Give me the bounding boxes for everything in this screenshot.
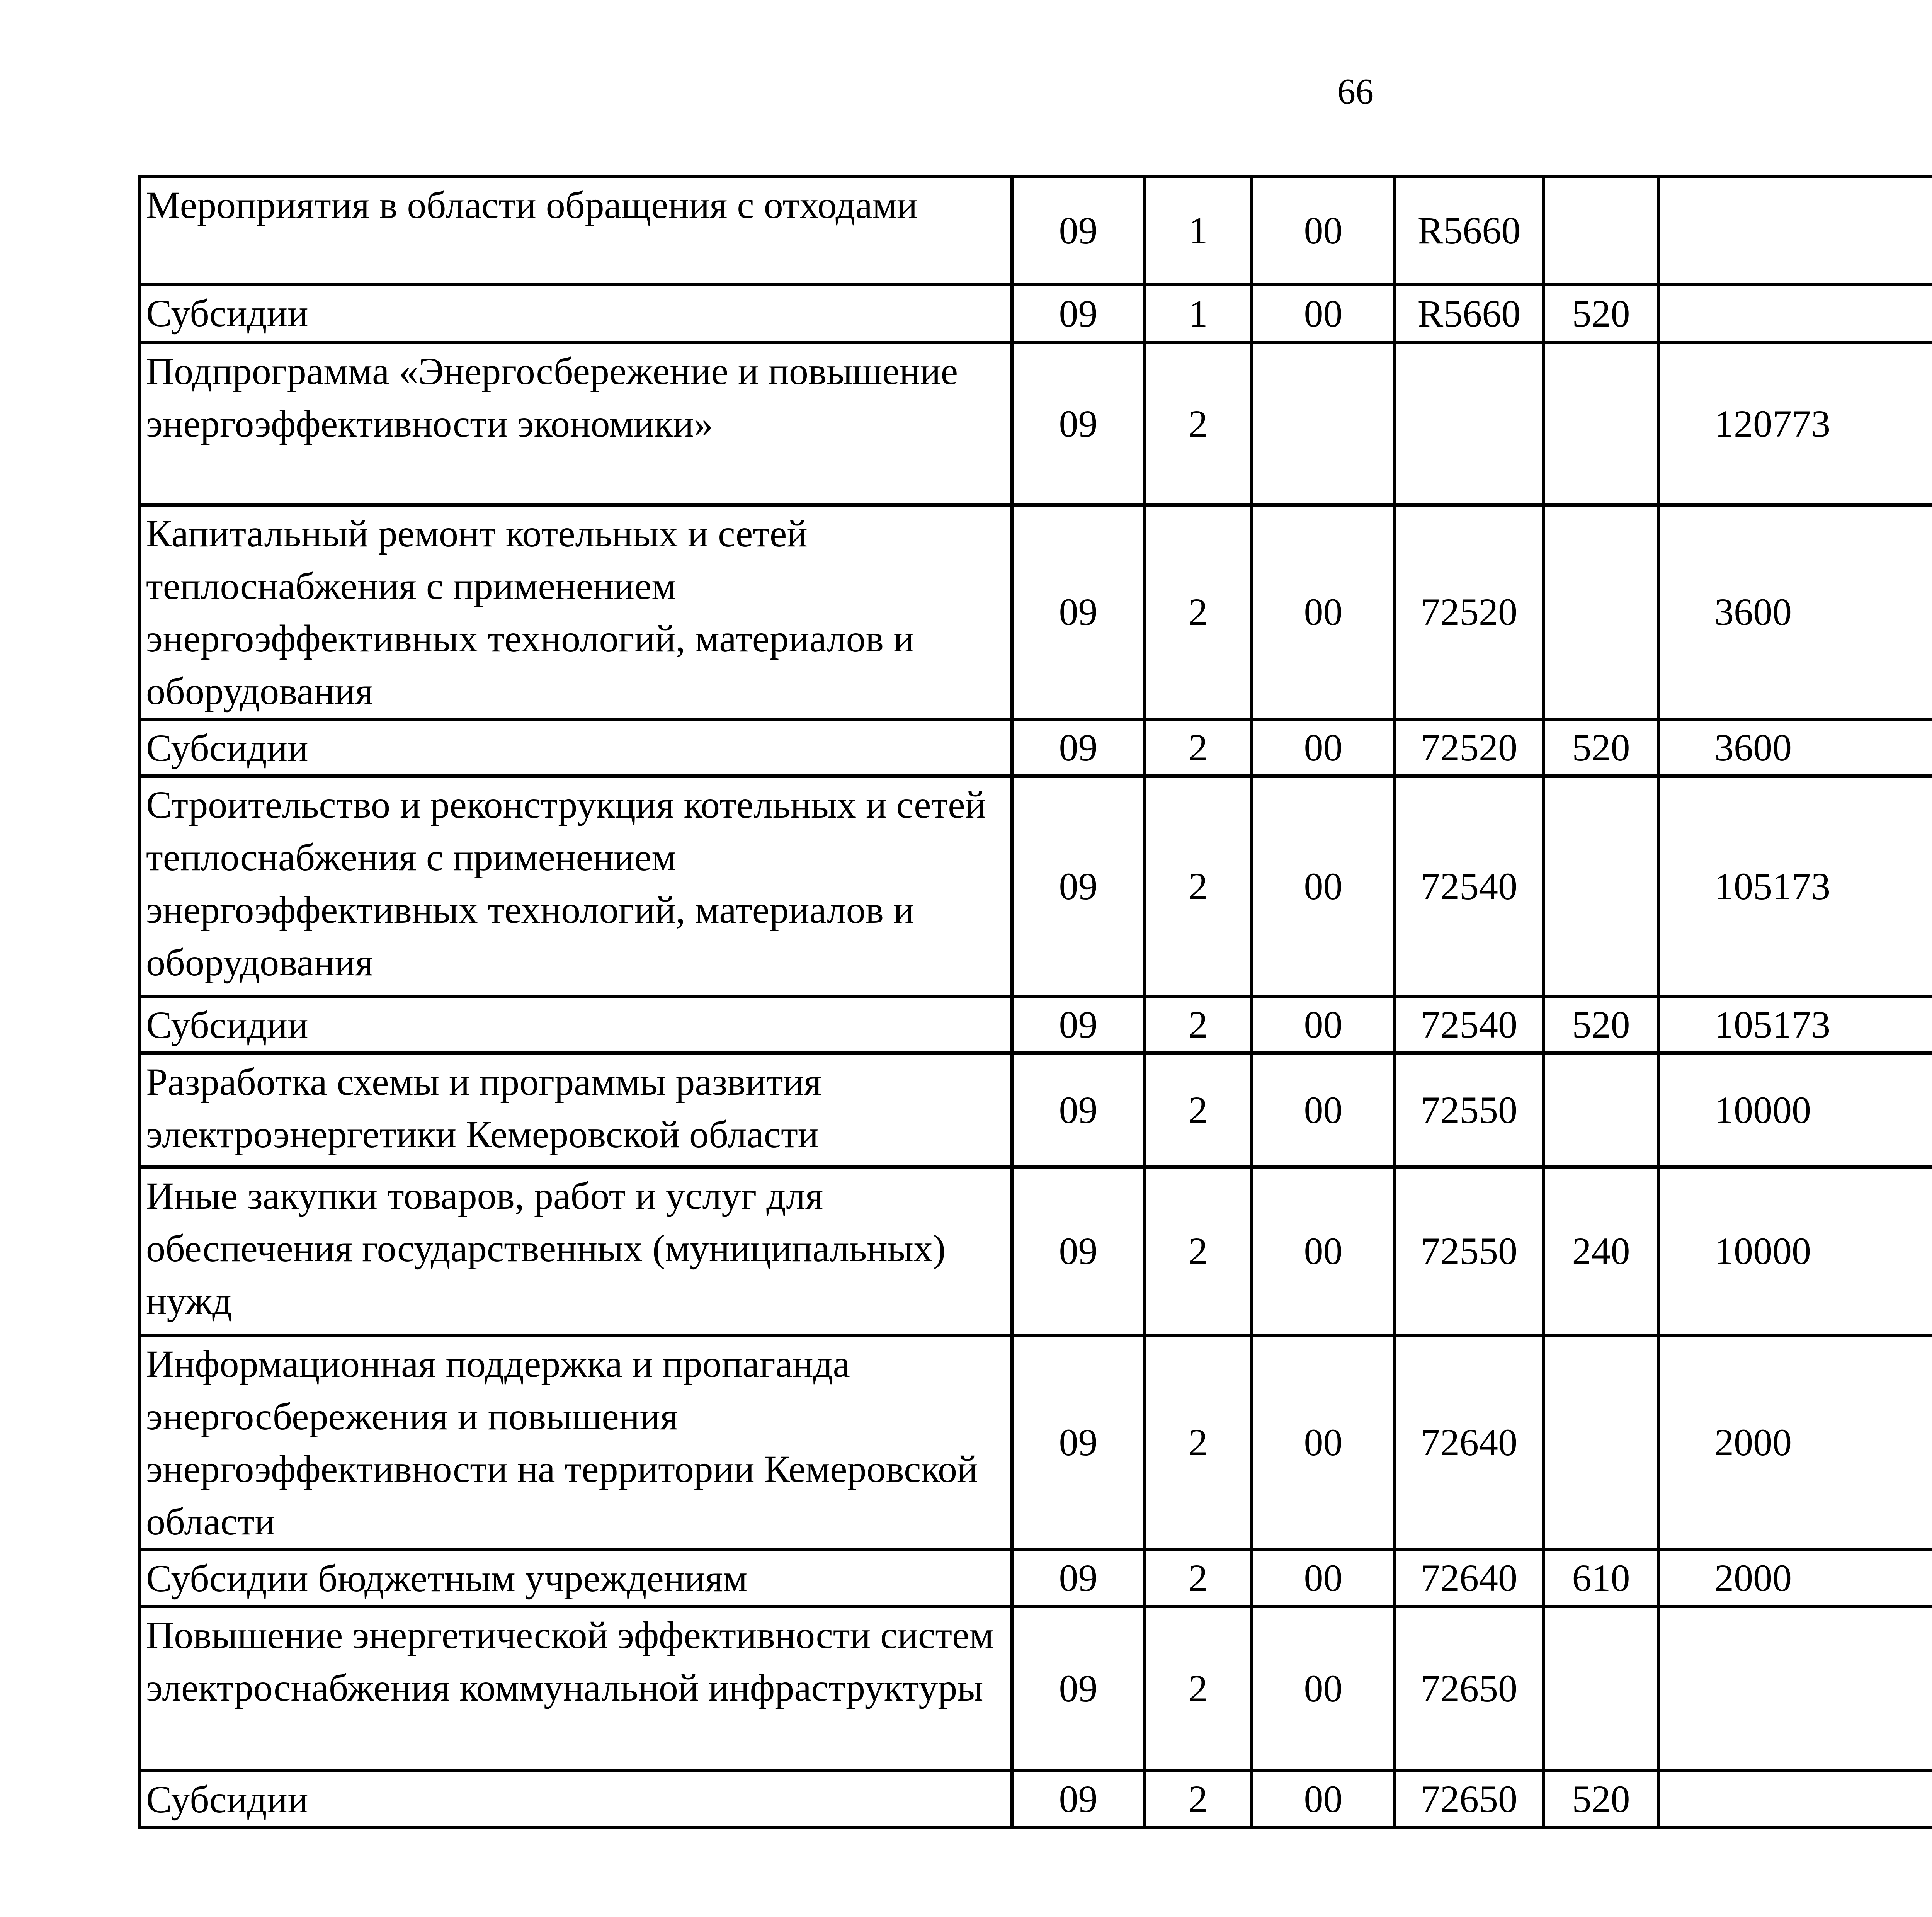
expense-type-code: 520 (1544, 997, 1659, 1053)
group-code: 00 (1252, 1053, 1395, 1167)
expense-type-code (1544, 1335, 1659, 1550)
row-name: Иные закупки товаров, работ и услуг для обеспечения государственных (муниципальных) нужд (140, 1167, 1012, 1335)
direction-code: 72640 (1395, 1550, 1544, 1607)
section-code: 09 (1012, 505, 1145, 720)
expense-type-code (1544, 776, 1659, 997)
table-row (140, 1335, 1932, 1550)
table-row (140, 285, 1932, 343)
expense-type-code (1544, 1607, 1659, 1771)
direction-code: 72550 (1395, 1167, 1544, 1335)
row-name: Разработка схемы и программы развития электроэнергетики Кемеровской области (140, 1053, 1012, 1167)
section-code: 09 (1012, 1771, 1145, 1828)
budget-table (138, 175, 1932, 1829)
section-code: 09 (1012, 997, 1145, 1053)
amount-1 (1659, 177, 1932, 285)
subprogram-code: 2 (1145, 1607, 1252, 1771)
row-name: Подпрограмма «Энергосбережение и повышение энергоэффективности экономики» (140, 343, 1012, 505)
amount-1: 2000 (1659, 1335, 1932, 1550)
expense-type-code: 520 (1544, 285, 1659, 343)
subprogram-code: 2 (1145, 1053, 1252, 1167)
table-row (140, 776, 1932, 997)
group-code: 00 (1252, 177, 1395, 285)
group-code: 00 (1252, 997, 1395, 1053)
amount-1 (1659, 1771, 1932, 1828)
table-row (140, 1771, 1932, 1828)
amount-1: 105173 (1659, 776, 1932, 997)
table-row (140, 1053, 1932, 1167)
expense-type-code: 610 (1544, 1550, 1659, 1607)
direction-code: 72520 (1395, 720, 1544, 776)
group-code (1252, 343, 1395, 505)
amount-1: 105173 (1659, 997, 1932, 1053)
subprogram-code: 2 (1145, 343, 1252, 505)
expense-type-code: 240 (1544, 1167, 1659, 1335)
direction-code: 72540 (1395, 776, 1544, 997)
group-code: 00 (1252, 1335, 1395, 1550)
table-row (140, 505, 1932, 720)
direction-code (1395, 343, 1544, 505)
amount-1 (1659, 1607, 1932, 1771)
group-code: 00 (1252, 285, 1395, 343)
section-code: 09 (1012, 720, 1145, 776)
table-body (140, 177, 1932, 1828)
table-row (140, 1167, 1932, 1335)
expense-type-code (1544, 505, 1659, 720)
section-code: 09 (1012, 1607, 1145, 1771)
section-code: 09 (1012, 1167, 1145, 1335)
row-name: Повышение энергетической эффективности систем электроснабжения коммунальной инфраструктуры (140, 1607, 1012, 1771)
section-code: 09 (1012, 1335, 1145, 1550)
row-name: Информационная поддержка и пропаганда энергосбережения и повышения энергоэффективности на территории Кемеровской области (140, 1335, 1012, 1550)
row-name: Субсидии (140, 1771, 1012, 1828)
subprogram-code: 2 (1145, 1550, 1252, 1607)
direction-code: R5660 (1395, 177, 1544, 285)
amount-1: 120773 (1659, 343, 1932, 505)
amount-1: 10000 (1659, 1053, 1932, 1167)
group-code: 00 (1252, 1167, 1395, 1335)
direction-code: 72550 (1395, 1053, 1544, 1167)
table-row (140, 343, 1932, 505)
amount-1: 3600 (1659, 505, 1932, 720)
group-code: 00 (1252, 1771, 1395, 1828)
direction-code: 72520 (1395, 505, 1544, 720)
expense-type-code (1544, 343, 1659, 505)
page-number: 66 (1337, 71, 1374, 112)
row-name: Субсидии (140, 997, 1012, 1053)
amount-1: 3600 (1659, 720, 1932, 776)
section-code: 09 (1012, 177, 1145, 285)
subprogram-code: 2 (1145, 1167, 1252, 1335)
group-code: 00 (1252, 720, 1395, 776)
section-code: 09 (1012, 285, 1145, 343)
group-code: 00 (1252, 776, 1395, 997)
expense-type-code (1544, 1053, 1659, 1167)
expense-type-code (1544, 177, 1659, 285)
row-name: Субсидии (140, 285, 1012, 343)
amount-1: 10000 (1659, 1167, 1932, 1335)
subprogram-code: 1 (1145, 177, 1252, 285)
direction-code: 72650 (1395, 1771, 1544, 1828)
table-row (140, 1607, 1932, 1771)
group-code: 00 (1252, 1607, 1395, 1771)
direction-code: 72650 (1395, 1607, 1544, 1771)
table-row (140, 720, 1932, 776)
subprogram-code: 1 (1145, 285, 1252, 343)
table-row (140, 1550, 1932, 1607)
group-code: 00 (1252, 1550, 1395, 1607)
direction-code: R5660 (1395, 285, 1544, 343)
expense-type-code: 520 (1544, 1771, 1659, 1828)
group-code: 00 (1252, 505, 1395, 720)
section-code: 09 (1012, 1053, 1145, 1167)
amount-1: 2000 (1659, 1550, 1932, 1607)
direction-code: 72640 (1395, 1335, 1544, 1550)
subprogram-code: 2 (1145, 505, 1252, 720)
subprogram-code: 2 (1145, 720, 1252, 776)
amount-1 (1659, 285, 1932, 343)
row-name: Мероприятия в области обращения с отходами (140, 177, 1012, 285)
section-code: 09 (1012, 776, 1145, 997)
subprogram-code: 2 (1145, 1335, 1252, 1550)
row-name: Субсидии (140, 720, 1012, 776)
table-row (140, 997, 1932, 1053)
section-code: 09 (1012, 1550, 1145, 1607)
subprogram-code: 2 (1145, 997, 1252, 1053)
section-code: 09 (1012, 343, 1145, 505)
subprogram-code: 2 (1145, 776, 1252, 997)
row-name: Строительство и реконструкция котельных и сетей теплоснабжения с применением энергоэффективных технологий, материалов и оборудования (140, 776, 1012, 997)
subprogram-code: 2 (1145, 1771, 1252, 1828)
row-name: Капитальный ремонт котельных и сетей теплоснабжения с применением энергоэффективных технологий, материалов и оборудования (140, 505, 1012, 720)
table-row (140, 177, 1932, 285)
direction-code: 72540 (1395, 997, 1544, 1053)
row-name: Субсидии бюджетным учреждениям (140, 1550, 1012, 1607)
expense-type-code: 520 (1544, 720, 1659, 776)
